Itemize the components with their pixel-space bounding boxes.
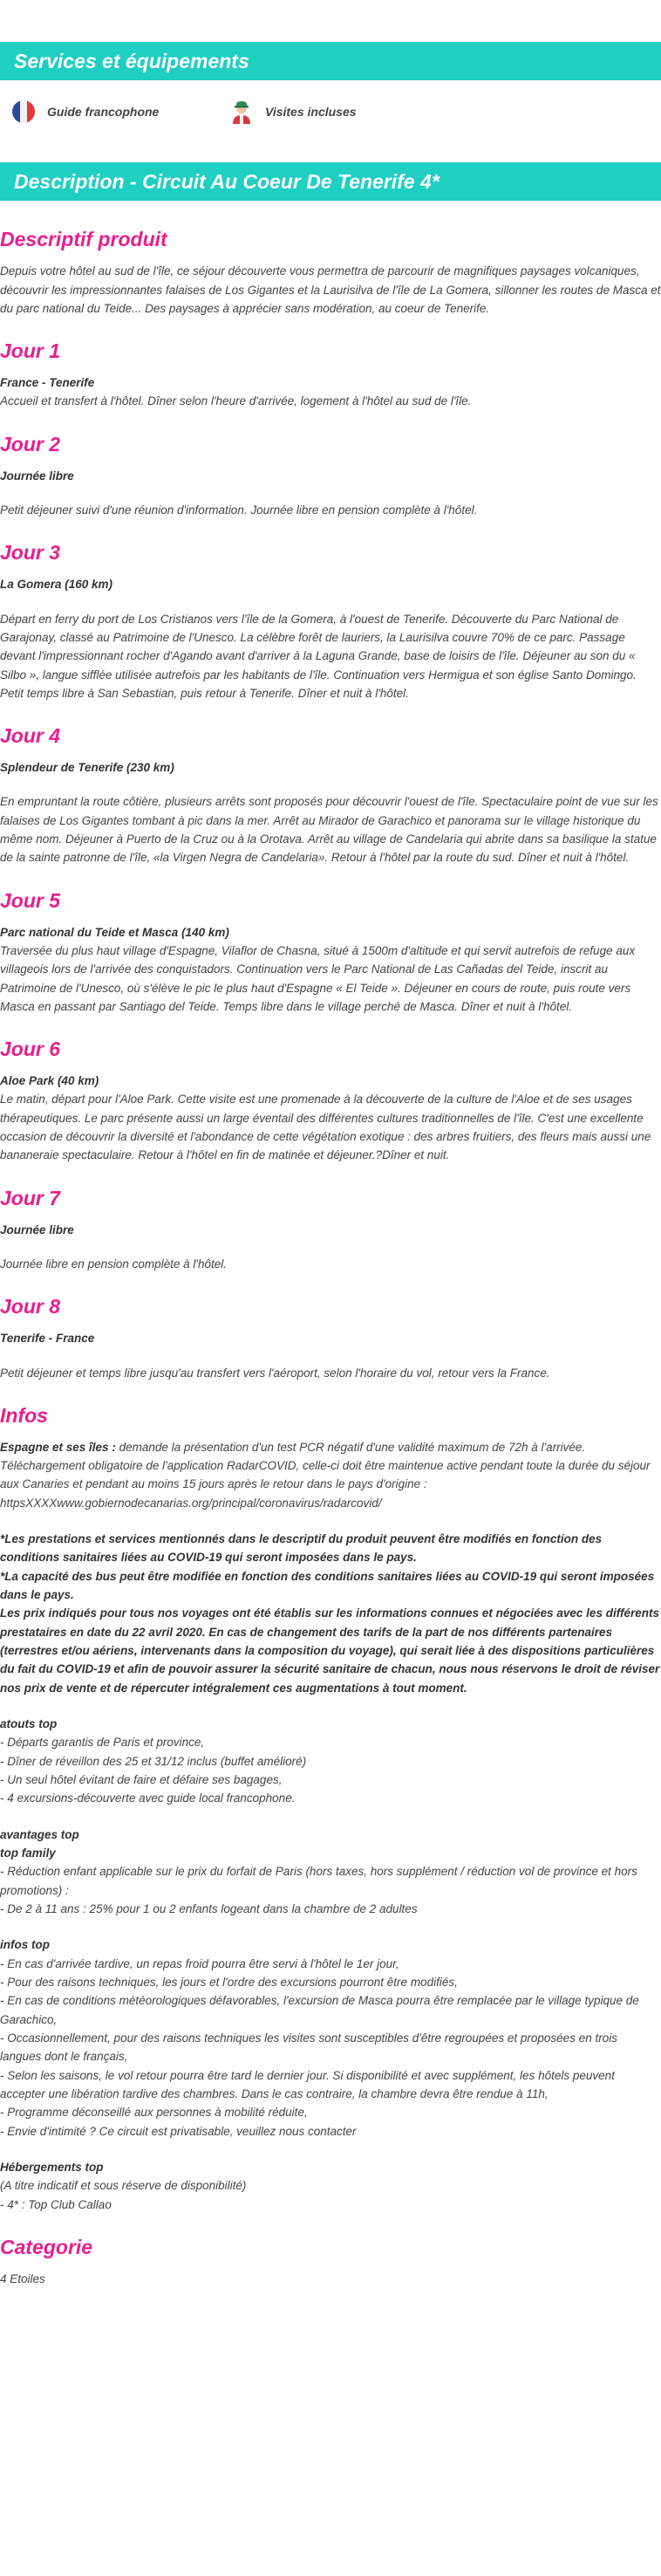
espagne-text: demande la présentation d'un test PCR négatif d'une validité maximum de 72h à l'arrivée. Téléchargement obligatoire de l'application RadarCOVID, celle-ci doit être maintenue active pendant toute la durée du séjour aux Canaries et pendant au moins 15 jours après le retour dans le pays d'origine : httpsXXXXwww.gobiernodecanarias.org/principal/coronavirus/radarcovid/	[0, 1440, 651, 1510]
day-title: Jour 8	[0, 1295, 61, 1319]
list-item: - De 2 à 11 ans : 25% pour 1 ou 2 enfants logeant dans la chambre de 2 adultes	[0, 1902, 418, 1915]
feature-visits	[228, 99, 446, 125]
list-item: - 4 excursions-découverte avec guide local francophone.	[0, 1792, 296, 1805]
list-item: - En cas d'arrivée tardive, un repas froid pourra être servi à l'hôtel le 1er jour,	[0, 1956, 399, 1970]
day-text: Accueil et transfert à l'hôtel. Dîner selon l'heure d'arrivée, logement à l'hôtel au sud de l'île.	[0, 394, 472, 408]
list-item: - Réduction enfant applicable sur le prix du forfait de Paris (hors taxes, hors supplément / réduction vol de province et hors promotions) :	[0, 1865, 637, 1897]
infos-title: Infos	[0, 1403, 48, 1427]
categorie-value: 4 Etoiles	[0, 2271, 45, 2285]
list-item: - Départs garantis de Paris et province,	[0, 1736, 205, 1750]
day-title: Jour 4	[0, 724, 61, 748]
guide-person-icon	[228, 99, 255, 125]
list-item: - Programme déconseillé aux personnes à mobilité réduite,	[0, 2106, 308, 2120]
spacer	[0, 1239, 661, 1255]
day-title: Jour 3	[0, 541, 61, 565]
conditions-line: *La capacité des bus peut être modifiée en fonction des conditions sanitaires liées au COVID-19 qui seront imposées dans le pays.	[0, 1569, 655, 1602]
infos-top-title: infos top	[0, 1938, 50, 1952]
list-item: - Pour des raisons techniques, les jours et l'ordre des excursions pourront être modifiés,	[0, 1975, 458, 1989]
french-flag-icon	[10, 99, 37, 125]
avantages-title: avantages top	[0, 1827, 79, 1841]
day-text: Le matin, départ pour l'Aloe Park. Cette visite est une promenade à la découverte de la culture de l'Aloe et de ses usages thérapeutiques. Le parc présente aussi un large éventail des différentes cultures traditionnelles de l'île. C'est une excellente occasion de découvrir la diversité et l'abondance de cette végétation exotique : des arbres fruitiers, des fleurs mais aussi une bananeraie spectaculaire. Retour à l'hôtel en fin de matinée et déjeuner.?Dîner et nuit.	[0, 1093, 651, 1162]
feature-guide-label: Guide francophone	[47, 105, 160, 120]
day-title: Jour 6	[0, 1038, 61, 1061]
descriptif-text: Depuis votre hôtel au sud de l'île, ce séjour découverte vous permettra de parcourir de magnifiques paysages volcaniques, découvrir les impressionnantes falaises de Los Gigantes et la Laurisilva de l'île de La Gomera, sillonner les routes de Masca et du parc national du Teide... Des paysages à apprécier sans modération, au coeur de Tenerife.	[0, 264, 661, 315]
day-title: Jour 1	[0, 339, 61, 363]
conditions-line: *Les prestations et services mentionnés dans le descriptif du produit peuvent être modifiés en fonction des conditions sanitaires liées au COVID-19 qui seront imposées dans le pays.	[0, 1532, 603, 1565]
day-text: Départ en ferry du port de Los Cristianos vers l'île de la Gomera, à l'ouest de Tenerife. Découverte du Parc National de Garajonay, classé au Patrimoine de l'Unesco. La célèbre forêt de lauriers, la Laurisilva couvre 70% de ce parc. Passage devant l'impressionnant rocher d'Agando avant d'arriver à la Laguna Grande, base de loisirs de l'île. Déjeuner au son du « Silbo », langue sifflée utilisée autrefois par les habitants de l'île. Continuation vers Hermigua et son église Santo Domingo. Petit temps libre à San Sebastian, puis retour à Tenerife. Dîner et nuit à l'hôtel.	[0, 612, 637, 700]
conditions-line: Les prix indiqués pour tous nos voyages ont été établis sur les informations connues et négociées avec les différents prestataires en date du 22 avril 2020. En cas de changement des tarifs de la part de nos différents partenaires (terrestres et/ou aériens, intervenants dans la composition du voyage), qui serait liée à des dispositions particulières du fait du COVID-19 et afin de pouvoir assurer la sécurité sanitaire de chacun, nous nous réservons le droit de réviser nos prix de vente et de répercuter intégralement ces augmentations à tout moment.	[0, 1607, 660, 1695]
day-text: Petit déjeuner et temps libre jusqu'au transfert vers l'aéroport, selon l'horaire du vol, retour vers la France.	[0, 1366, 550, 1380]
day-subtitle: La Gomera (160 km)	[0, 578, 113, 592]
day-subtitle: Journée libre	[0, 469, 74, 483]
spacer	[0, 1348, 661, 1364]
list-item: - Envie d'intimité ? Ce circuit est privatisable, veuillez nous contacter	[0, 2124, 357, 2138]
spacer	[0, 777, 661, 792]
espagne-label: Espagne et ses îles :	[0, 1440, 116, 1454]
list-item: - Un seul hôtel évitant de faire et défaire ses bagages,	[0, 1773, 283, 1787]
day-subtitle: Aloe Park (40 km)	[0, 1074, 99, 1088]
list-item: - Selon les saisons, le vol retour pourra être tard le dernier jour. Si disponibilité et avec supplément, les hôtels peuvent accepter une libération tardive des chambres. Dans le cas contraire, la chambre devra être rendue à 11h,	[0, 2068, 615, 2100]
day-subtitle: France - Tenerife	[0, 376, 95, 390]
day-title: Jour 5	[0, 888, 61, 912]
espagne-info	[0, 1438, 661, 1512]
list-item: - Dîner de réveillon des 25 et 31/12 inclus (buffet amélioré)	[0, 1754, 307, 1768]
day-text: Petit déjeuner suivi d'une réunion d'information. Journée libre en pension complète à l'hôtel.	[0, 504, 478, 517]
day-text: En empruntant la route côtière, plusieurs arrêts sont proposés pour découvrir l'ouest de l'île. Spectaculaire point de vue sur les falaises de Los Gigantes tombant à pic dans la mer. Arrêt au Mirador de Garachico et panorama sur le village historique du même nom. Déjeuner à Puerto de la Cruz ou à la Orotava. Arrêt au village de Candelaria qui abrite dans sa basilique la statue de la sainte patronne de l'île, «la Virgen Negra de Candelaria». Retour à l'hôtel par la route du sud. Dîner et nuit à l'hôtel.	[0, 795, 658, 865]
day-subtitle: Splendeur de Tenerife (230 km)	[0, 761, 174, 775]
feature-visits-label: Visites incluses	[265, 105, 357, 120]
day-text: Traversée du plus haut village d'Espagne, Vilaflor de Chasna, situé à 1500m d'altitude et qui servit autrefois de refuge aux villageois lors de l'arrivée des conquistadors. Continuation vers le Parc National de Las Cañadas del Teide, inscrit au Patrimoine de l'Unesco, où s'élève le pic le plus haut d'Espagne « El Teide ». Déjeuner en cours de route, puis route vers Masca en passant par Santiago del Teide. Temps libre dans le village perché de Masca. Dîner et nuit à l'hôtel.	[0, 943, 636, 1013]
family-title: top family	[0, 1846, 56, 1860]
day-subtitle: Journée libre	[0, 1223, 74, 1237]
feature-guide	[10, 99, 228, 125]
hebergements-title: Hébergements top	[0, 2160, 104, 2174]
list-item: - 4* : Top Club Callao	[0, 2197, 112, 2211]
list-item: - Occasionnellement, pour des raisons techniques les visites sont susceptibles d'être regroupées et proposées en trois langues dont le français,	[0, 2031, 617, 2064]
page	[0, 42, 661, 2295]
day-subtitle: Tenerife - France	[0, 1332, 95, 1346]
services-band: Services et équipements	[0, 42, 661, 80]
spacer	[0, 485, 661, 501]
day-subtitle: Parc national du Teide et Masca (140 km)	[0, 925, 229, 939]
day-text: Journée libre en pension complète à l'hôtel.	[0, 1257, 227, 1271]
descriptif-title: Descriptif produit	[0, 228, 167, 251]
list-item: - En cas de conditions météorologiques défavorables, l'excursion de Masca pourra être remplacée par le village typique de Garachico,	[0, 1994, 639, 2026]
days-list	[0, 339, 661, 1382]
spacer	[0, 594, 661, 610]
day-title: Jour 2	[0, 432, 61, 456]
features-row	[0, 91, 661, 133]
conditions-paragraph	[0, 1530, 661, 1697]
atouts-title: atouts top	[0, 1717, 58, 1731]
day-title: Jour 7	[0, 1186, 61, 1209]
list-item: (A titre indicatif et sous réserve de disponibilité)	[0, 2179, 247, 2193]
categorie-title: Categorie	[0, 2235, 93, 2258]
description-band: Description - Circuit Au Coeur De Tenerife 4*	[0, 162, 661, 201]
